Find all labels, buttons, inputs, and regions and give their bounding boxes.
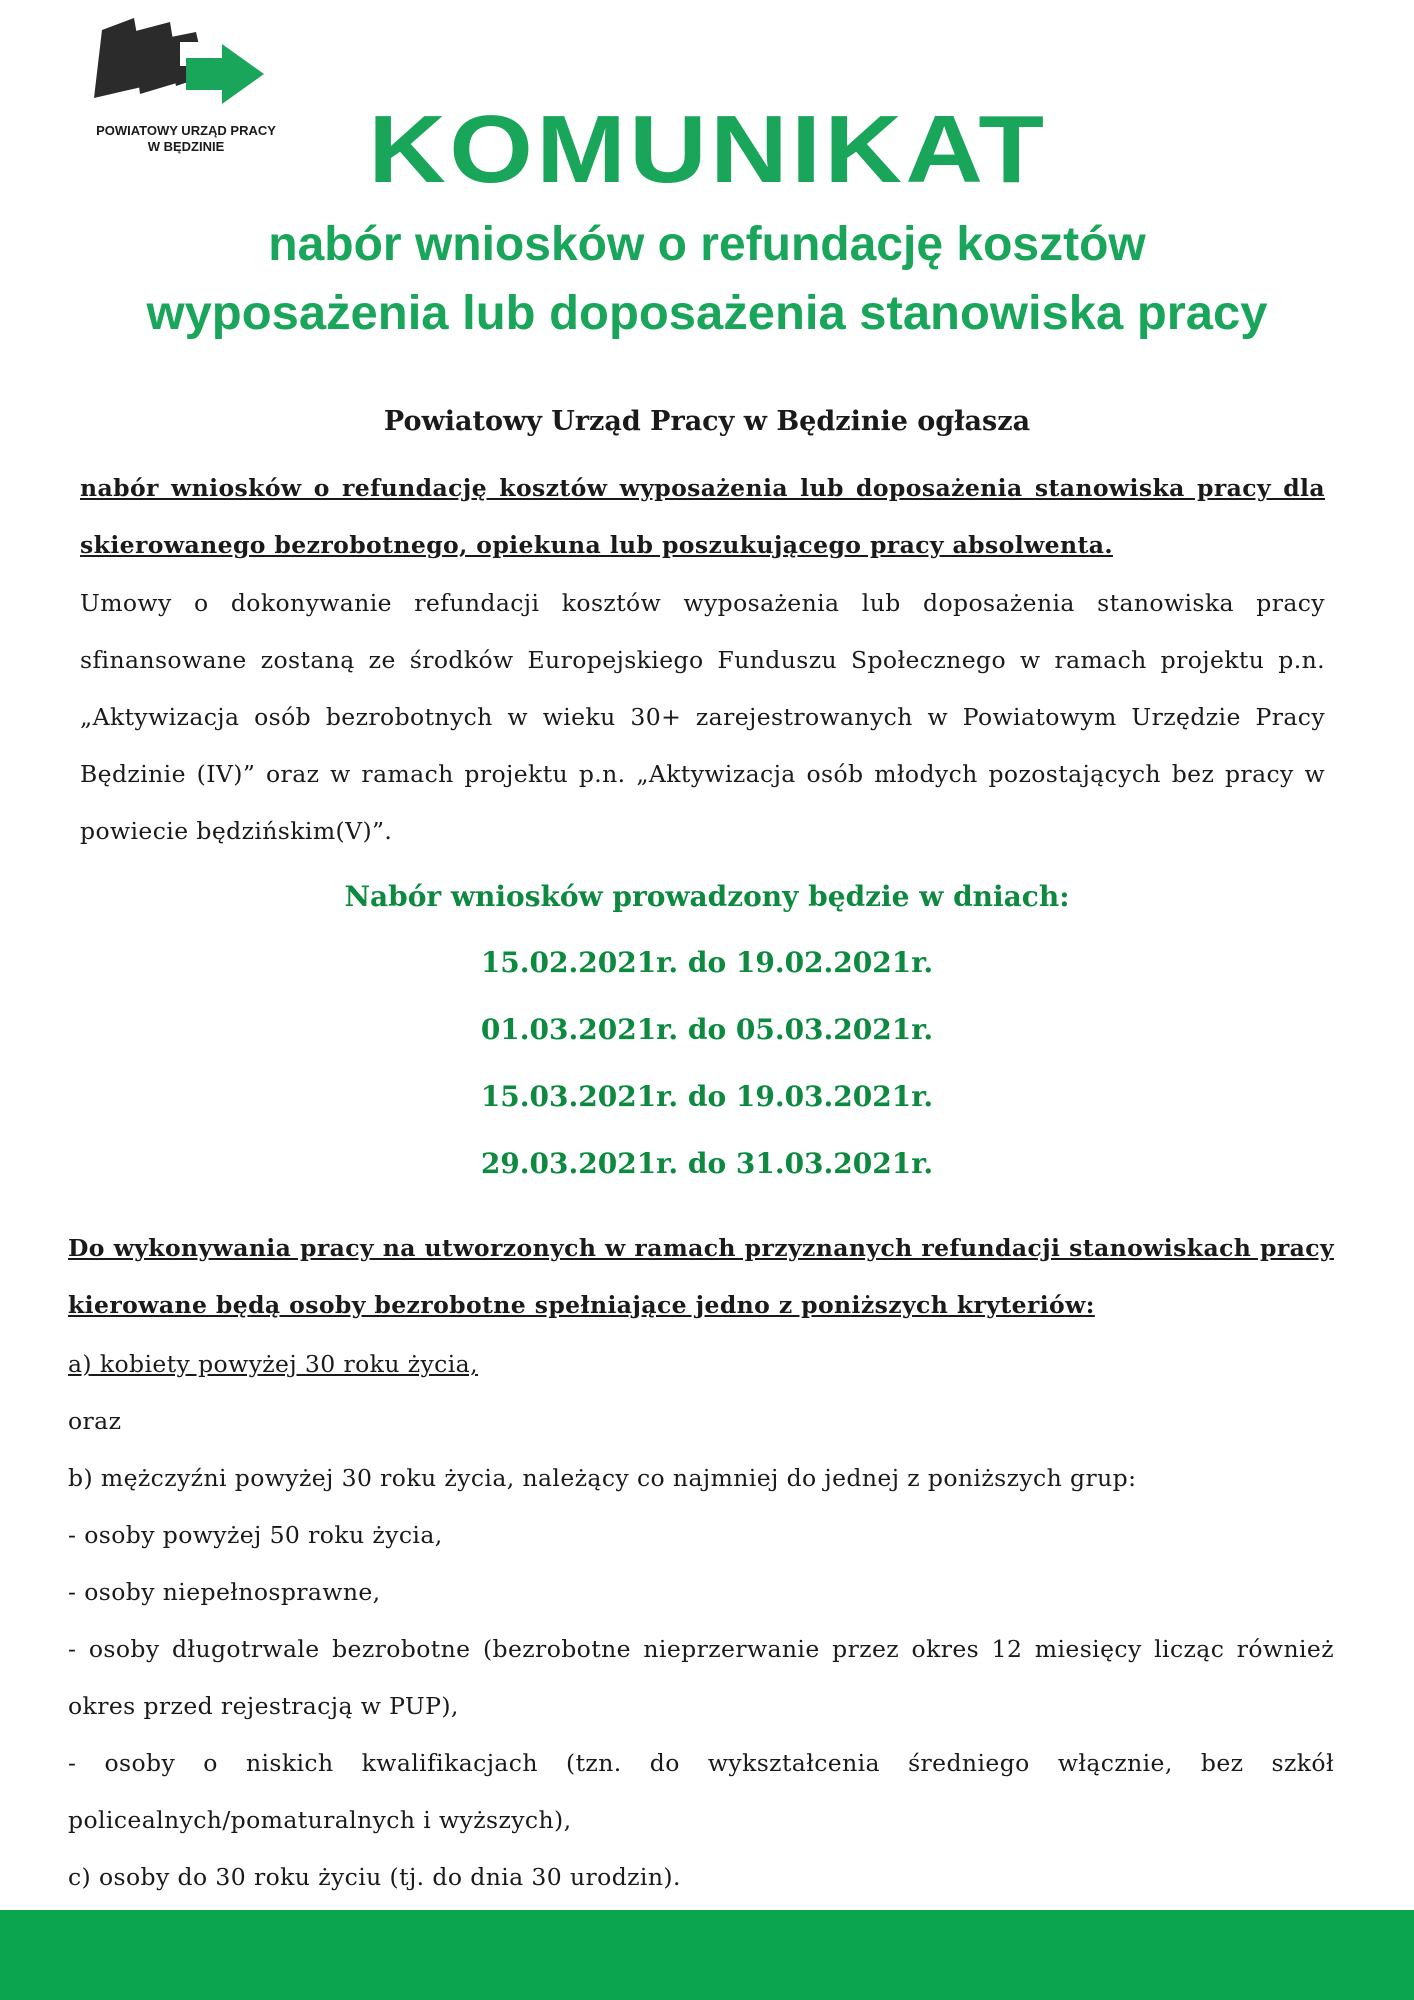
subtitle-line2: wyposażenia lub doposażenia stanowiska pracy bbox=[146, 287, 1268, 340]
criteria-b4: - osoby o niskich kwalifikacjach (tzn. do wykształcenia średniego włącznie, bez szkół policealnych/pomaturalnych i wyższych), bbox=[68, 1749, 1334, 1834]
announcement-text: nabór wniosków o refundację kosztów wyposażenia lub doposażenia stanowiska pracy dla skierowanego bezrobotnego, opiekuna lub poszukującego pracy absolwenta. bbox=[80, 474, 1325, 559]
date-range-4: 29.03.2021r. do 31.03.2021r. bbox=[480, 1147, 934, 1180]
criteria-c: c) osoby do 30 roku życiu (tj. do dnia 30 urodzin). bbox=[68, 1863, 681, 1891]
funding-text: Umowy o dokonywanie refundacji kosztów wyposażenia lub doposażenia stanowiska pracy sfinansowane zostaną ze środków Europejskiego Funduszu Społecznego w ramach projektu p.n. „Aktywizacja osób bezrobotnych w wieku 30+ zarejestrowanych w Powiatowym Urzędzie Pracy Będzinie (IV)” oraz w ramach projektu p.n. „Aktywizacja osób młodych pozostających bez pracy w powiecie będzińskim(V)”. bbox=[80, 589, 1325, 845]
criteria-b2: - osoby niepełnosprawne, bbox=[68, 1578, 381, 1606]
logo-org-line2: W BĘDZINIE bbox=[147, 139, 225, 154]
date-range-3: 15.03.2021r. do 19.03.2021r. bbox=[480, 1080, 934, 1113]
criteria-b: b) mężczyźni powyżej 30 roku życia, należący co najmniej do jednej z poniższych grup: bbox=[68, 1464, 1137, 1492]
date-range-2: 01.03.2021r. do 05.03.2021r. bbox=[480, 1013, 934, 1046]
dates-title: Nabór wniosków prowadzony będzie w dniach: bbox=[344, 880, 1070, 913]
criteria-heading: Do wykonywania pracy na utworzonych w ramach przyznanych refundacji stanowiskach pracy kierowane będą osoby bezrobotne spełniające jedno z poniższych kryteriów: bbox=[68, 1234, 1334, 1319]
criteria-a: a) kobiety powyżej 30 roku życia, bbox=[68, 1350, 478, 1378]
intro-text: Powiatowy Urząd Pracy w Będzinie ogłasza bbox=[383, 406, 1031, 437]
logo-org-line1: POWIATOWY URZĄD PRACY bbox=[96, 123, 276, 138]
subtitle-line1: nabór wniosków o refundację kosztów bbox=[268, 218, 1146, 271]
criteria-b3: - osoby długotrwale bezrobotne (bezrobotne nieprzerwanie przez okres 12 miesięcy licząc również okres przed rejestracją w PUP), bbox=[68, 1635, 1334, 1720]
date-range-1: 15.02.2021r. do 19.02.2021r. bbox=[480, 946, 934, 979]
page-title: KOMUNIKAT bbox=[368, 96, 1048, 203]
footer-bar bbox=[0, 1910, 1414, 2000]
criteria-oraz: oraz bbox=[68, 1407, 122, 1435]
criteria-b1: - osoby powyżej 50 roku życia, bbox=[68, 1521, 443, 1549]
